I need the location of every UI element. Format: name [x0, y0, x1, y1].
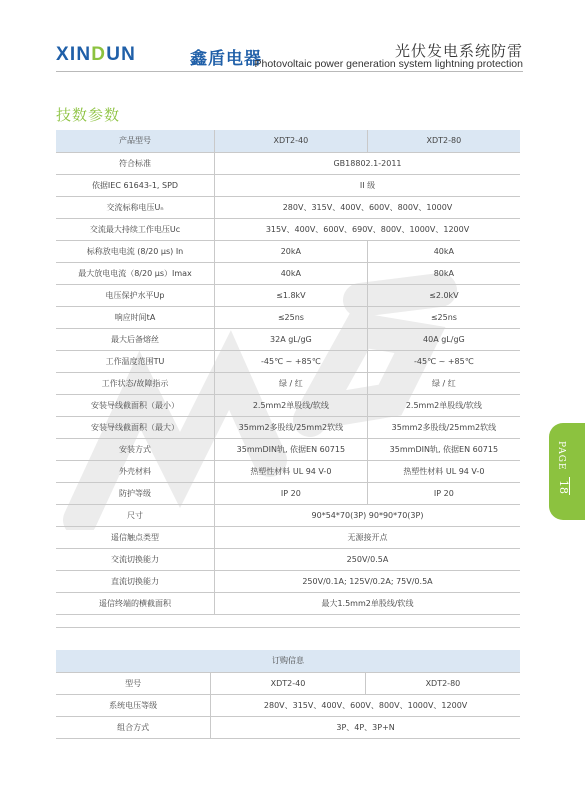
table-row	[56, 240, 520, 262]
row-label: 响应时间tA	[56, 306, 215, 328]
row-value-xdt2-40: -45℃ ~ +85℃	[215, 350, 368, 372]
row-value-xdt2-80: 2.5mm2单股线/软线	[367, 394, 520, 416]
order-table-title: 订购信息	[56, 650, 520, 672]
row-label: 安装导线截面积（最大）	[56, 416, 215, 438]
row-label: 系统电压等级	[56, 694, 211, 716]
row-value-xdt2-40: 35mm2多股线/25mm2软线	[215, 416, 368, 438]
header-title-chinese: 光伏发电系统防雷	[394, 42, 523, 60]
row-value: 最大1.5mm2单股线/软线	[215, 592, 521, 614]
header-title-english: Photovoltaic power generation system lightning protection	[254, 58, 523, 70]
table-row	[56, 284, 520, 306]
row-value: 250V/0.1A; 125V/0.2A; 75V/0.5A	[215, 570, 521, 592]
row-label: 安装导线截面积（最小）	[56, 394, 215, 416]
row-value-xdt2-40: 热塑性材料 UL 94 V-0	[215, 460, 368, 482]
row-value: GB18802.1-2011	[215, 152, 521, 174]
row-label: 标称放电电流 (8/20 μs) In	[56, 240, 215, 262]
table-row	[56, 130, 520, 152]
row-value-xdt2-80: 80kA	[367, 262, 520, 284]
row-label: 组合方式	[56, 716, 211, 738]
row-label: 交流最大持续工作电压Uc	[56, 218, 215, 240]
row-label: 型号	[56, 672, 211, 694]
table-divider	[56, 627, 520, 628]
row-label: 外壳材料	[56, 460, 215, 482]
page-number: 18	[557, 480, 570, 494]
row-value-xdt2-80: 35mmDIN轨, 依据EN 60715	[367, 438, 520, 460]
table-row	[56, 394, 520, 416]
page-tab	[549, 423, 585, 520]
table-row	[56, 328, 520, 350]
row-value: 无源接开点	[215, 526, 521, 548]
row-label: 依据IEC 61643-1, SPD	[56, 174, 215, 196]
row-label: 直流切换能力	[56, 570, 215, 592]
table-row	[56, 152, 520, 174]
table-row	[56, 460, 520, 482]
row-label: 产品型号	[56, 130, 215, 152]
spec-table	[56, 130, 520, 615]
row-label: 安装方式	[56, 438, 215, 460]
row-value-xdt2-40: 20kA	[215, 240, 368, 262]
row-value-xdt2-80: ≤25ns	[367, 306, 520, 328]
table-row	[56, 592, 520, 614]
section-title: 技数参数	[56, 106, 121, 124]
row-value-xdt2-80: ≤2.0kV	[367, 284, 520, 306]
table-row	[56, 548, 520, 570]
row-value-xdt2-40: 绿 / 红	[215, 372, 368, 394]
row-label: 交流标称电压Uₙ	[56, 196, 215, 218]
row-value-xdt2-80: 热塑性材料 UL 94 V-0	[367, 460, 520, 482]
table-row	[56, 438, 520, 460]
table-row	[56, 218, 520, 240]
row-value-xdt2-80: -45℃ ~ +85℃	[367, 350, 520, 372]
row-value-xdt2-40: IP 20	[215, 482, 368, 504]
row-value: 250V/0.5A	[215, 548, 521, 570]
table-row	[56, 350, 520, 372]
row-value-xdt2-40: 35mmDIN轨, 依据EN 60715	[215, 438, 368, 460]
table-header-row	[56, 650, 520, 672]
row-label: 防护等级	[56, 482, 215, 504]
row-label: 遥信终端的横截面积	[56, 592, 215, 614]
row-value: 90*54*70(3P) 90*90*70(3P)	[215, 504, 521, 526]
table-row	[56, 306, 520, 328]
row-value-xdt2-80: IP 20	[367, 482, 520, 504]
page-label: PAGE	[556, 441, 566, 471]
brand-logo: XINDUN	[56, 44, 137, 65]
row-value-xdt2-40: 2.5mm2单股线/软线	[215, 394, 368, 416]
row-value-xdt2-40: ≤1.8kV	[215, 284, 368, 306]
row-label: 符合标准	[56, 152, 215, 174]
table-row	[56, 504, 520, 526]
row-label: 最大后备熔丝	[56, 328, 215, 350]
table-row	[56, 262, 520, 284]
table-row	[56, 716, 520, 738]
row-value-xdt2-80: 35mm2多股线/25mm2软线	[367, 416, 520, 438]
row-value: 315V、400V、600V、690V、800V、1000V、1200V	[215, 218, 521, 240]
header-divider	[56, 71, 523, 72]
row-value-xdt2-80: 绿 / 红	[367, 372, 520, 394]
row-value: 3P、4P、3P+N	[211, 716, 520, 738]
row-value-xdt2-80: 40kA	[367, 240, 520, 262]
table-row	[56, 416, 520, 438]
row-value-xdt2-40: ≤25ns	[215, 306, 368, 328]
table-row	[56, 694, 520, 716]
row-value-xdt2-40: 32A gL/gG	[215, 328, 368, 350]
table-row	[56, 174, 520, 196]
row-label: 尺寸	[56, 504, 215, 526]
table-row	[56, 196, 520, 218]
row-value-xdt2-40: XDT2-40	[215, 130, 368, 152]
table-row	[56, 372, 520, 394]
row-label: 工作温度范围TU	[56, 350, 215, 372]
row-value-xdt2-40: XDT2-40	[211, 672, 366, 694]
table-row	[56, 526, 520, 548]
row-value: 280V、315V、400V、600V、800V、1000V、1200V	[211, 694, 520, 716]
row-label: 工作状态/故障指示	[56, 372, 215, 394]
row-label: 交流切换能力	[56, 548, 215, 570]
brand-logo-chinese: 鑫盾电器	[190, 49, 262, 69]
table-row	[56, 570, 520, 592]
row-label: 电压保护水平Up	[56, 284, 215, 306]
row-value: II 级	[215, 174, 521, 196]
row-value-xdt2-80: 40A gL/gG	[367, 328, 520, 350]
row-label: 最大放电电流（8/20 μs）Imax	[56, 262, 215, 284]
table-row	[56, 482, 520, 504]
table-row	[56, 672, 520, 694]
order-table	[56, 650, 520, 739]
row-value-xdt2-80: XDT2-80	[365, 672, 520, 694]
page-header	[0, 0, 585, 82]
row-value-xdt2-80: XDT2-80	[367, 130, 520, 152]
row-value: 280V、315V、400V、600V、800V、1000V	[215, 196, 521, 218]
row-value-xdt2-40: 40kA	[215, 262, 368, 284]
row-label: 遥信触点类型	[56, 526, 215, 548]
